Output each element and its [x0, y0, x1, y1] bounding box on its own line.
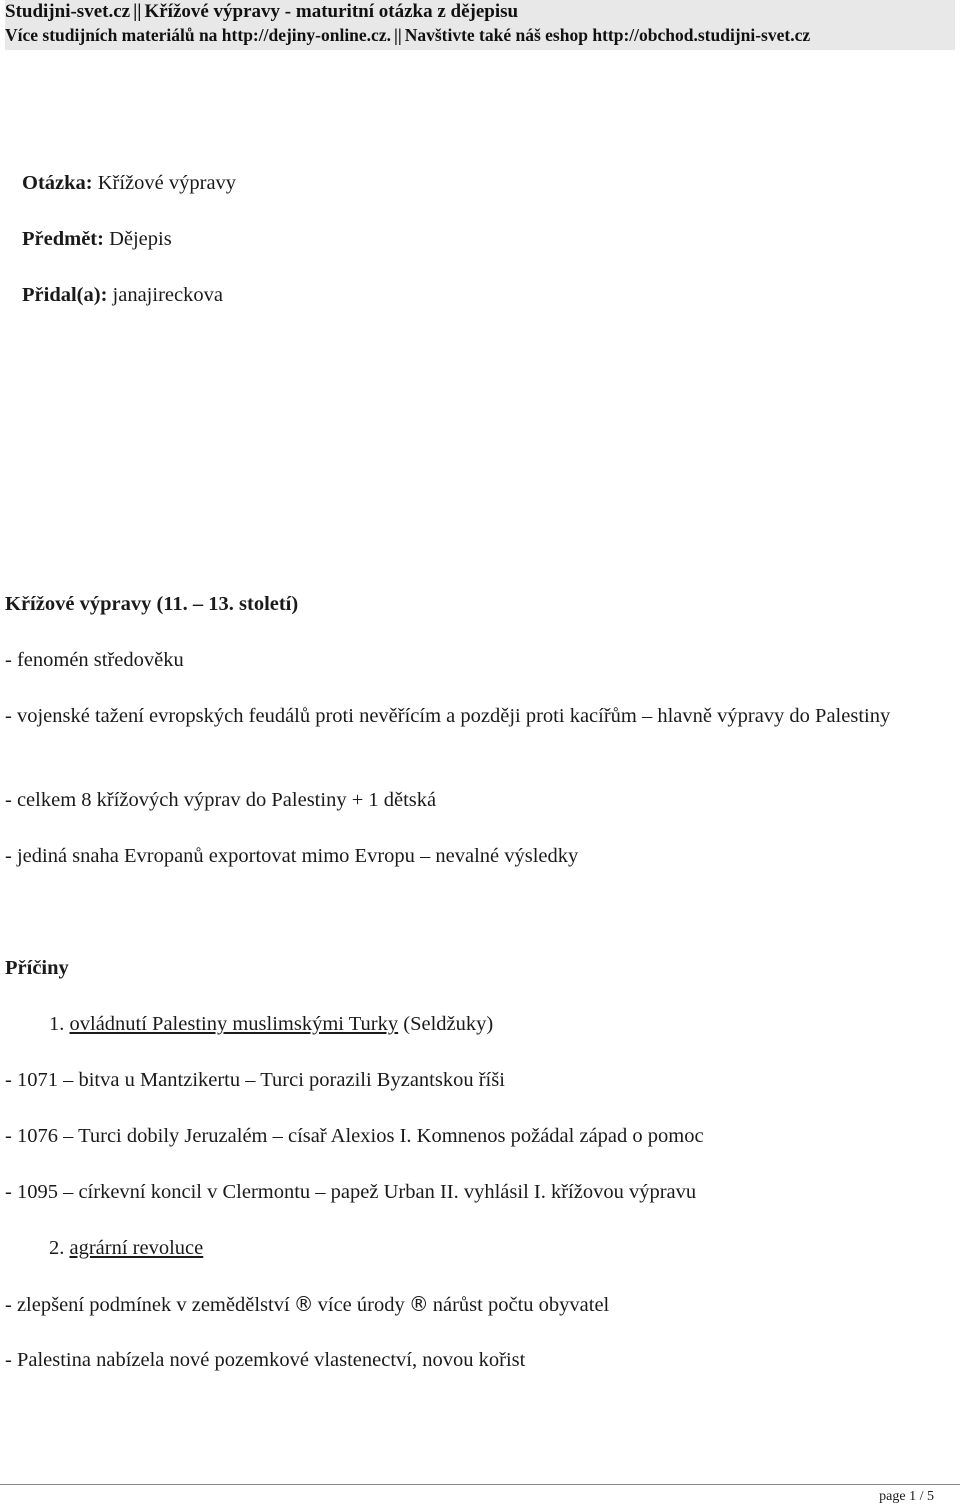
- bullet-phenomenon: - fenomén středověku: [5, 649, 184, 671]
- event-1076: - 1076 – Turci dobily Jeruzalém – císař Alexios I. Komnenos požádal západ o pomoc: [5, 1125, 704, 1147]
- cause-1-number: 1.: [49, 1013, 65, 1035]
- page-number: page 1 / 5: [879, 1489, 934, 1504]
- agrarian-part-1: - zlepšení podmínek v zemědělství: [5, 1294, 290, 1316]
- question-meta: [22, 171, 236, 195]
- agrarian-palestine: - Palestina nabízela nové pozemkové vlastenectví, novou kořist: [5, 1349, 526, 1371]
- author-value: janajireckova: [112, 284, 223, 306]
- author-label: Přidal(a):: [22, 284, 108, 306]
- header-title-line: [5, 0, 518, 23]
- bullet-total-crusades: - celkem 8 křížových výprav do Palestiny + 1 dětská: [5, 789, 437, 811]
- document-title: Křížové výpravy - maturitní otázka z dějepisu: [144, 1, 519, 22]
- subject-label: Předmět:: [22, 228, 104, 250]
- subject-value: Dějepis: [109, 228, 172, 250]
- cause-2-underlined: agrární revoluce: [69, 1237, 204, 1259]
- subject-meta: [22, 227, 172, 251]
- agrarian-part-3: nárůst počtu obyvatel: [432, 1294, 610, 1316]
- header-separator: ||: [133, 1, 142, 22]
- registered-arrow-icon-2: ®: [408, 1292, 429, 1316]
- cause-1: [49, 1010, 493, 1038]
- cause-1-underlined: ovládnutí Palestiny muslimskými Turky: [69, 1013, 399, 1035]
- author-meta: [22, 283, 223, 307]
- header-links-line: [5, 24, 810, 46]
- agrarian-improvement: [5, 1290, 609, 1319]
- eshop-link[interactable]: Navštivte také náš eshop http://obchod.studijni-svet.cz: [404, 25, 811, 45]
- agrarian-part-2: více úrody: [317, 1294, 405, 1316]
- cause-2: [49, 1234, 203, 1262]
- bullet-military-campaign: - vojenské tažení evropských feudálů proti nevěřícím a později proti kacířům – hlavně výpravy do Palestiny: [5, 705, 891, 727]
- causes-heading: Příčiny: [5, 957, 69, 979]
- page-header: [5, 0, 955, 50]
- bullet-export-effort: - jediná snaha Evropanů exportovat mimo Evropu – nevalné výsledky: [5, 845, 579, 867]
- more-materials-link[interactable]: Více studijních materiálů na http://dejiny-online.cz.: [5, 25, 391, 45]
- footer-divider: [0, 1484, 960, 1485]
- event-1071: - 1071 – bitva u Mantzikertu – Turci porazili Byzantskou říši: [5, 1069, 505, 1091]
- cause-2-number: 2.: [49, 1237, 65, 1259]
- header-separator-2: ||: [393, 25, 402, 45]
- section-title: Křížové výpravy (11. – 13. století): [5, 593, 299, 615]
- question-value: Křížové výpravy: [97, 172, 237, 194]
- registered-arrow-icon: ®: [293, 1292, 314, 1316]
- site-name[interactable]: Studijni-svet.cz: [5, 1, 131, 22]
- question-label: Otázka:: [22, 172, 93, 194]
- cause-1-rest: (Seldžuky): [398, 1013, 494, 1035]
- event-1095: - 1095 – církevní koncil v Clermontu – papež Urban II. vyhlásil I. křížovou výpravu: [5, 1181, 697, 1203]
